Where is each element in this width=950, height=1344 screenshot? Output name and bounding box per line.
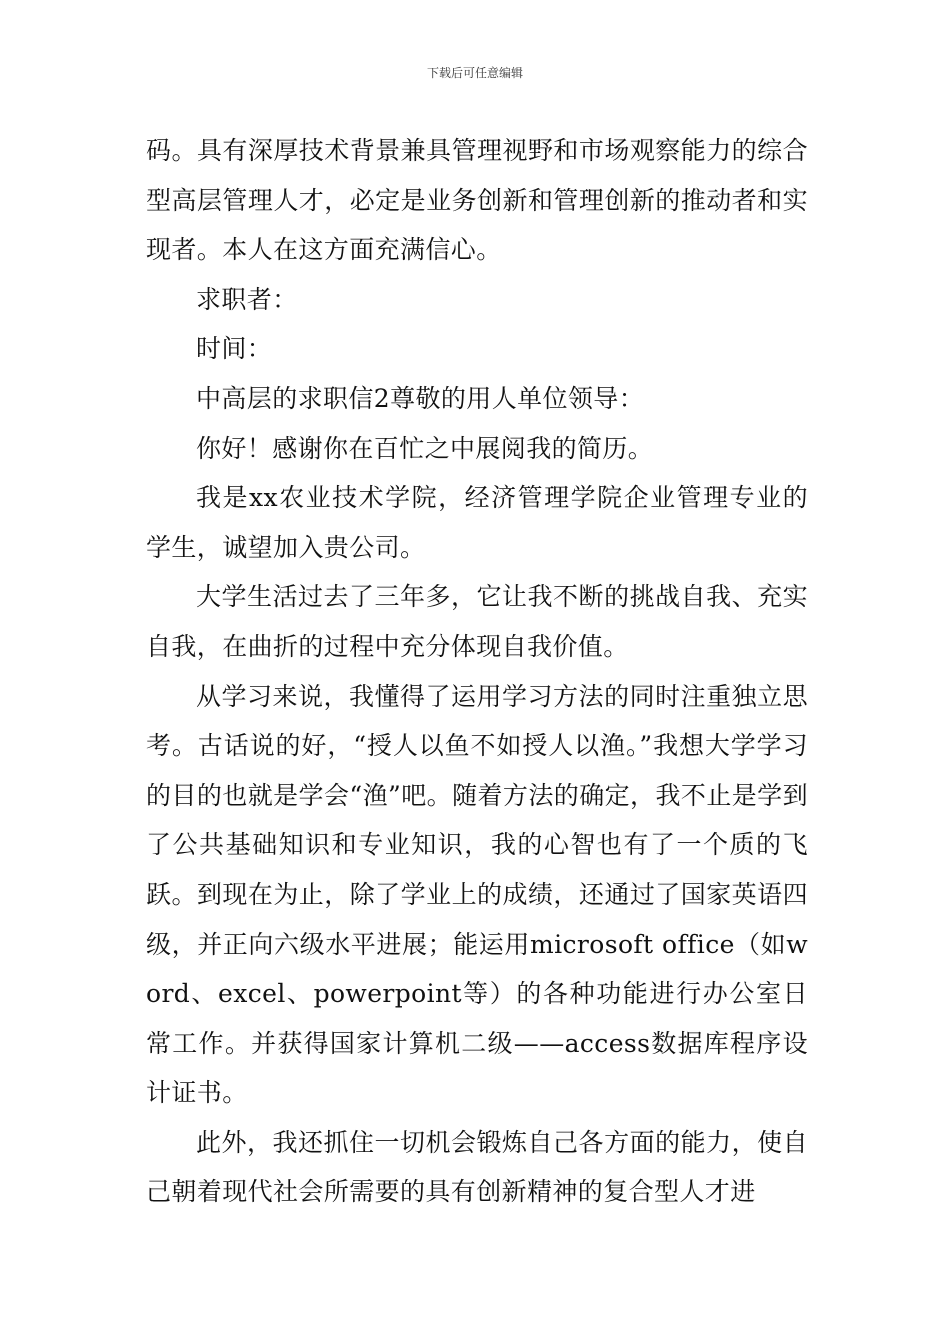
document-body [146, 126, 808, 1217]
paragraph-date: 时间： [196, 334, 273, 364]
paragraph-continuation: 码。具有深厚技术背景兼具管理视野和市场观察能力的综合型高层管理人才，必定是业务创新和管理创新的推动者和实现者。本人在这方面充满信心。 [146, 136, 808, 265]
paragraph-abilities: 此外，我还抓住一切机会锻炼自己各方面的能力，使自己朝着现代社会所需要的具有创新精神的复合型人才进 [146, 1127, 808, 1207]
paragraph-letter-title: 中高层的求职信2尊敬的用人单位领导： [196, 383, 645, 413]
paragraph-university-life: 大学生活过去了三年多，它让我不断的挑战自我、充实自我，在曲折的过程中充分体现自我价值。 [146, 582, 808, 661]
paragraph-applicant: 求职者： [196, 284, 298, 314]
paragraph-study: 从学习来说，我懂得了运用学习方法的同时注重独立思考。古话说的好，“授人以鱼不如授人以渔。”我想大学学习的目的也就是学会“渔”吧。随着方法的确定，我不止是学到了公共基础知识和专业知识，我的心智也有了一个质的飞跃。到现在为止，除了学业上的成绩，还通过了国家英语四级，并正向六级水平进展；能运用microsoft office（如word、excel、powerpoint等）的各种功能进行办公室日常工作。并获得国家计算机二级——access数据库程序设计证书。 [146, 681, 808, 1108]
paragraph-introduction: 我是xx农业技术学院，经济管理学院企业管理专业的学生，诚望加入贵公司。 [146, 483, 808, 562]
page-header: 下载后可任意编辑 [426, 66, 523, 80]
paragraph-greeting: 你好！感谢你在百忙之中展阅我的简历。 [196, 433, 654, 463]
